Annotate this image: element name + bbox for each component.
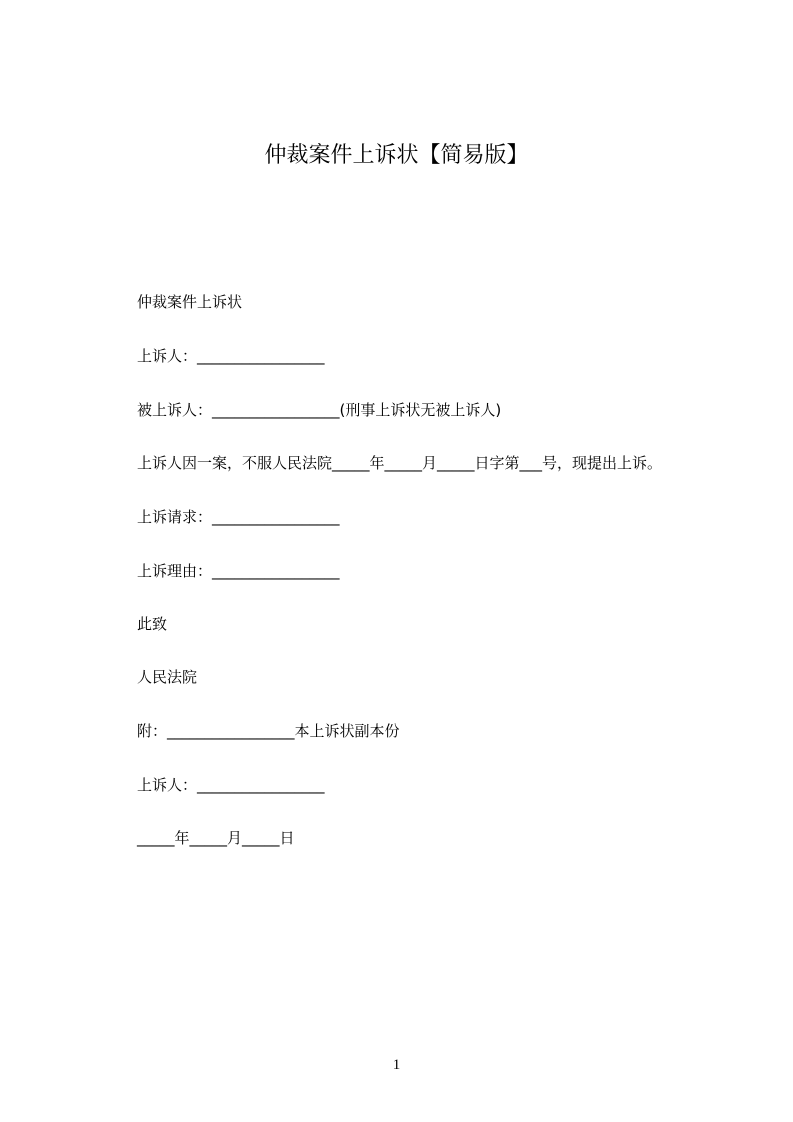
page-number: 1 <box>392 1057 401 1073</box>
heading-line: 仲裁案件上诉状 <box>137 293 243 311</box>
document-title: 仲裁案件上诉状【简易版】 <box>264 143 529 168</box>
date-line: _____年_____月_____日 <box>137 829 295 847</box>
appeal-request-line: 上诉请求：_________________ <box>137 508 340 526</box>
signature-appellant-line: 上诉人：_________________ <box>137 776 325 794</box>
appeal-reason-line: 上诉理由：_________________ <box>137 562 340 580</box>
case-statement-line: 上诉人因一案，不服人民法院_____年_____月_____日字第___号，现提出上诉。 <box>137 454 663 472</box>
court-line: 人民法院 <box>137 668 198 686</box>
appellee-line: 被上诉人：_________________(刑事上诉状无被上诉人) <box>137 401 502 419</box>
attachment-line: 附：_________________本上诉状副本份 <box>137 722 400 740</box>
appellant-line: 上诉人：_________________ <box>137 347 325 365</box>
salutation-line: 此致 <box>137 615 168 633</box>
